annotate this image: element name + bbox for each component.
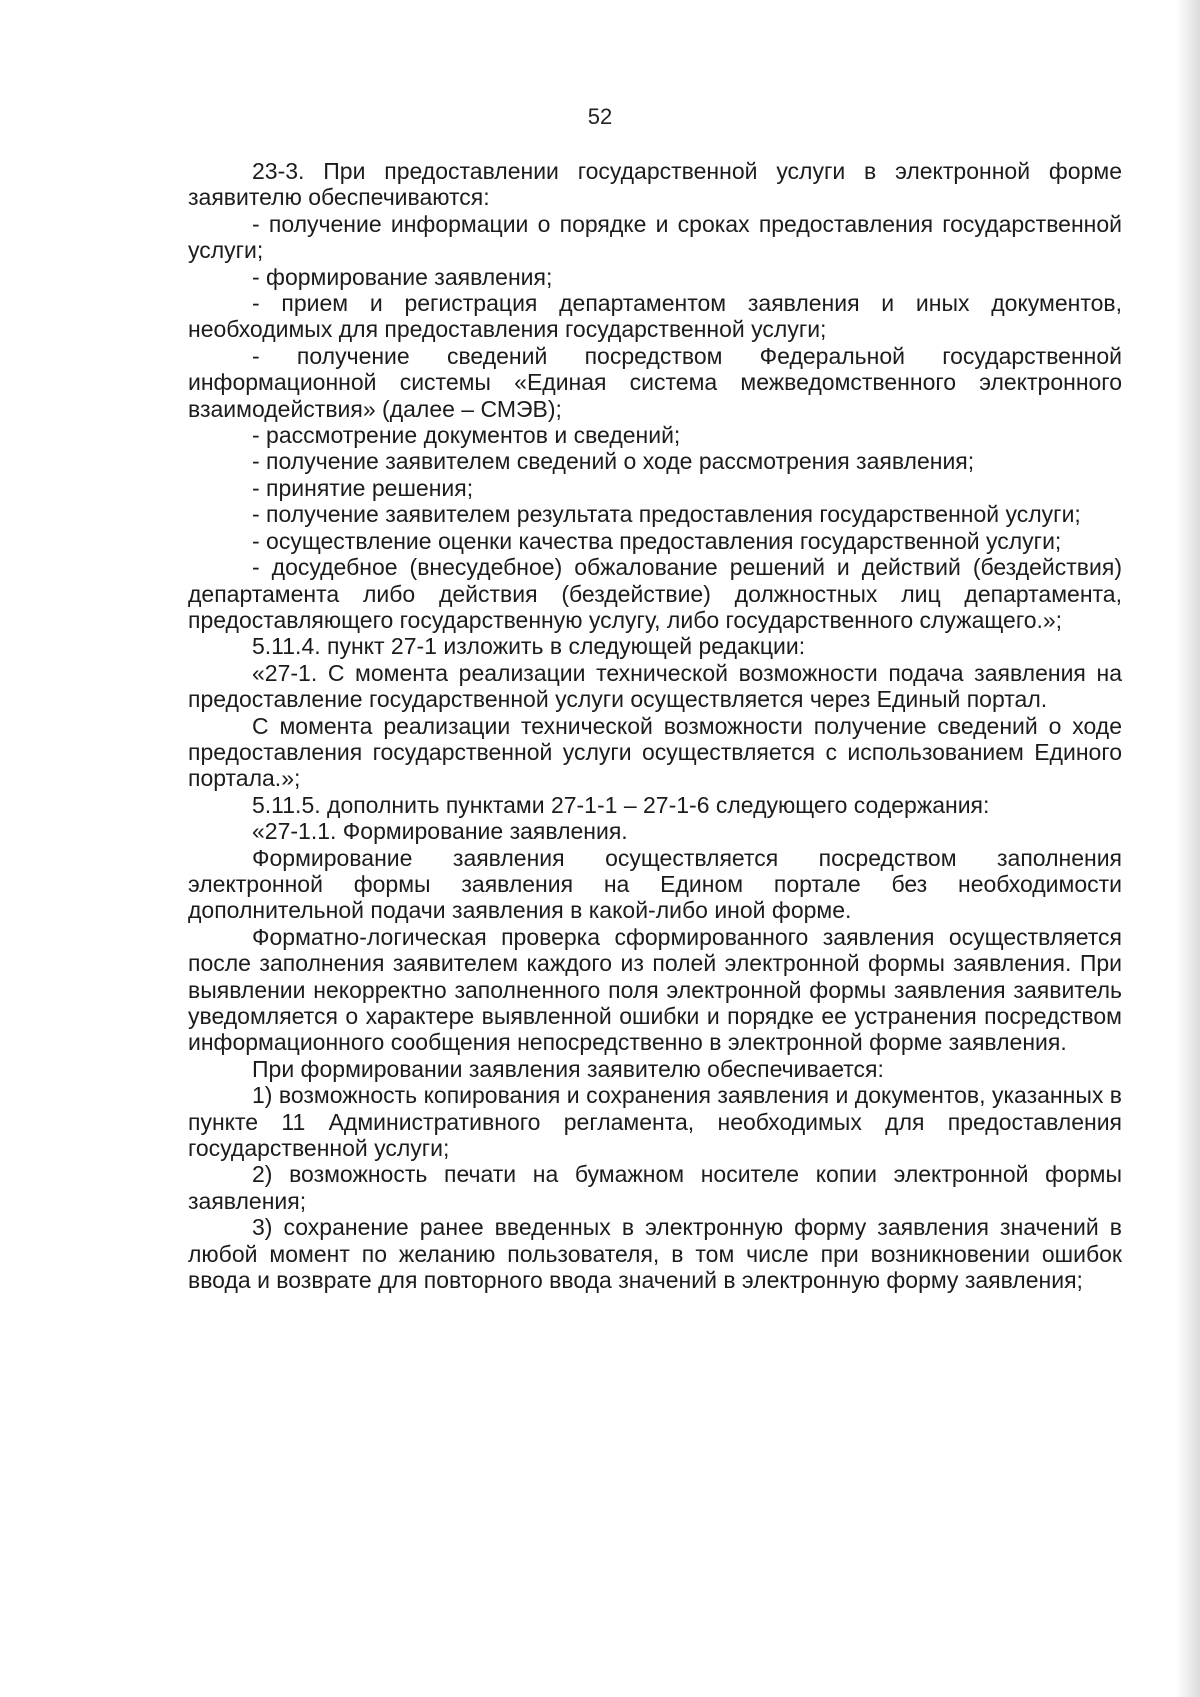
paragraph: Формирование заявления осуществляется посредством заполнения электронной формы заявления на Едином портале без необходимости дополнительной подачи заявления в какой-либо иной форме.: [188, 844, 1122, 924]
list-item: - получение заявителем результата предоставления государственной услуги;: [252, 501, 1081, 528]
paragraph: 5.11.4. пункт 27-1 изложить в следующей редакции:: [252, 633, 806, 660]
list-item: - досудебное (внесудебное) обжалование решений и действий (бездействия) департамента либо действия (бездействие) должностных лиц департамента, предоставляющего государственную услугу, либо государственного служащего.»;: [188, 554, 1122, 633]
list-item: 2) возможность печати на бумажном носителе копии электронной формы заявления;: [188, 1161, 1122, 1214]
paragraph: «27-1.1. Формирование заявления.: [252, 818, 628, 845]
list-item: - получение информации о порядке и сроках предоставления государственной услуги;: [188, 210, 1122, 264]
page-edge-shadow: [1176, 0, 1200, 1697]
list-item: - принятие решения;: [252, 474, 474, 501]
paragraph: При формировании заявления заявителю обеспечивается:: [252, 1055, 884, 1082]
list-item: - получение сведений посредством Федеральной государственной информационной системы «Единая система межведомственного электронного взаимодействия» (далее – СМЭВ);: [188, 342, 1122, 422]
list-item: 1) возможность копирования и сохранения заявления и документов, указанных в пункте 11 Административного регламента, необходимых для предоставления государственной услуги;: [188, 1082, 1122, 1162]
paragraph: 5.11.5. дополнить пунктами 27-1-1 – 27-1-6 следующего содержания:: [252, 791, 990, 818]
list-item: 3) сохранение ранее введенных в электронную форму заявления значений в любой момент по желанию пользователя, в том числе при возникновении ошибок ввода и возврате для повторного ввода значений в электронную форму заявления;: [188, 1214, 1122, 1294]
paragraph: Форматно-логическая проверка сформированного заявления осуществляется после заполнения заявителем каждого из полей электронной формы заявления. При выявлении некорректно заполненного поля электронной формы заявления заявитель уведомляется о характере выявленной ошибки и порядке ее устранения посредством информационного сообщения непосредственно в электронной форме заявления.: [188, 923, 1122, 1056]
list-item: - прием и регистрация департаментом заявления и иных документов, необходимых для предоставления государственной услуги;: [188, 290, 1122, 343]
paragraph: «27-1. С момента реализации технической возможности подача заявления на предоставление государственной услуги осуществляется через Единый портал.: [188, 659, 1122, 713]
list-item: - рассмотрение документов и сведений;: [252, 422, 681, 449]
list-item: - осуществление оценки качества предоставления государственной услуги;: [252, 527, 1062, 554]
document-body: [188, 158, 1122, 1293]
paragraph: С момента реализации технической возможности получение сведений о ходе предоставления государственной услуги осуществляется с использованием Единого портала.»;: [188, 712, 1122, 792]
paragraph: 23-3. При предоставлении государственной услуги в электронной форме заявителю обеспечиваются:: [188, 158, 1122, 211]
list-item: - формирование заявления;: [252, 263, 553, 290]
list-item: - получение заявителем сведений о ходе рассмотрения заявления;: [252, 448, 975, 475]
page-number: 52: [587, 104, 613, 129]
